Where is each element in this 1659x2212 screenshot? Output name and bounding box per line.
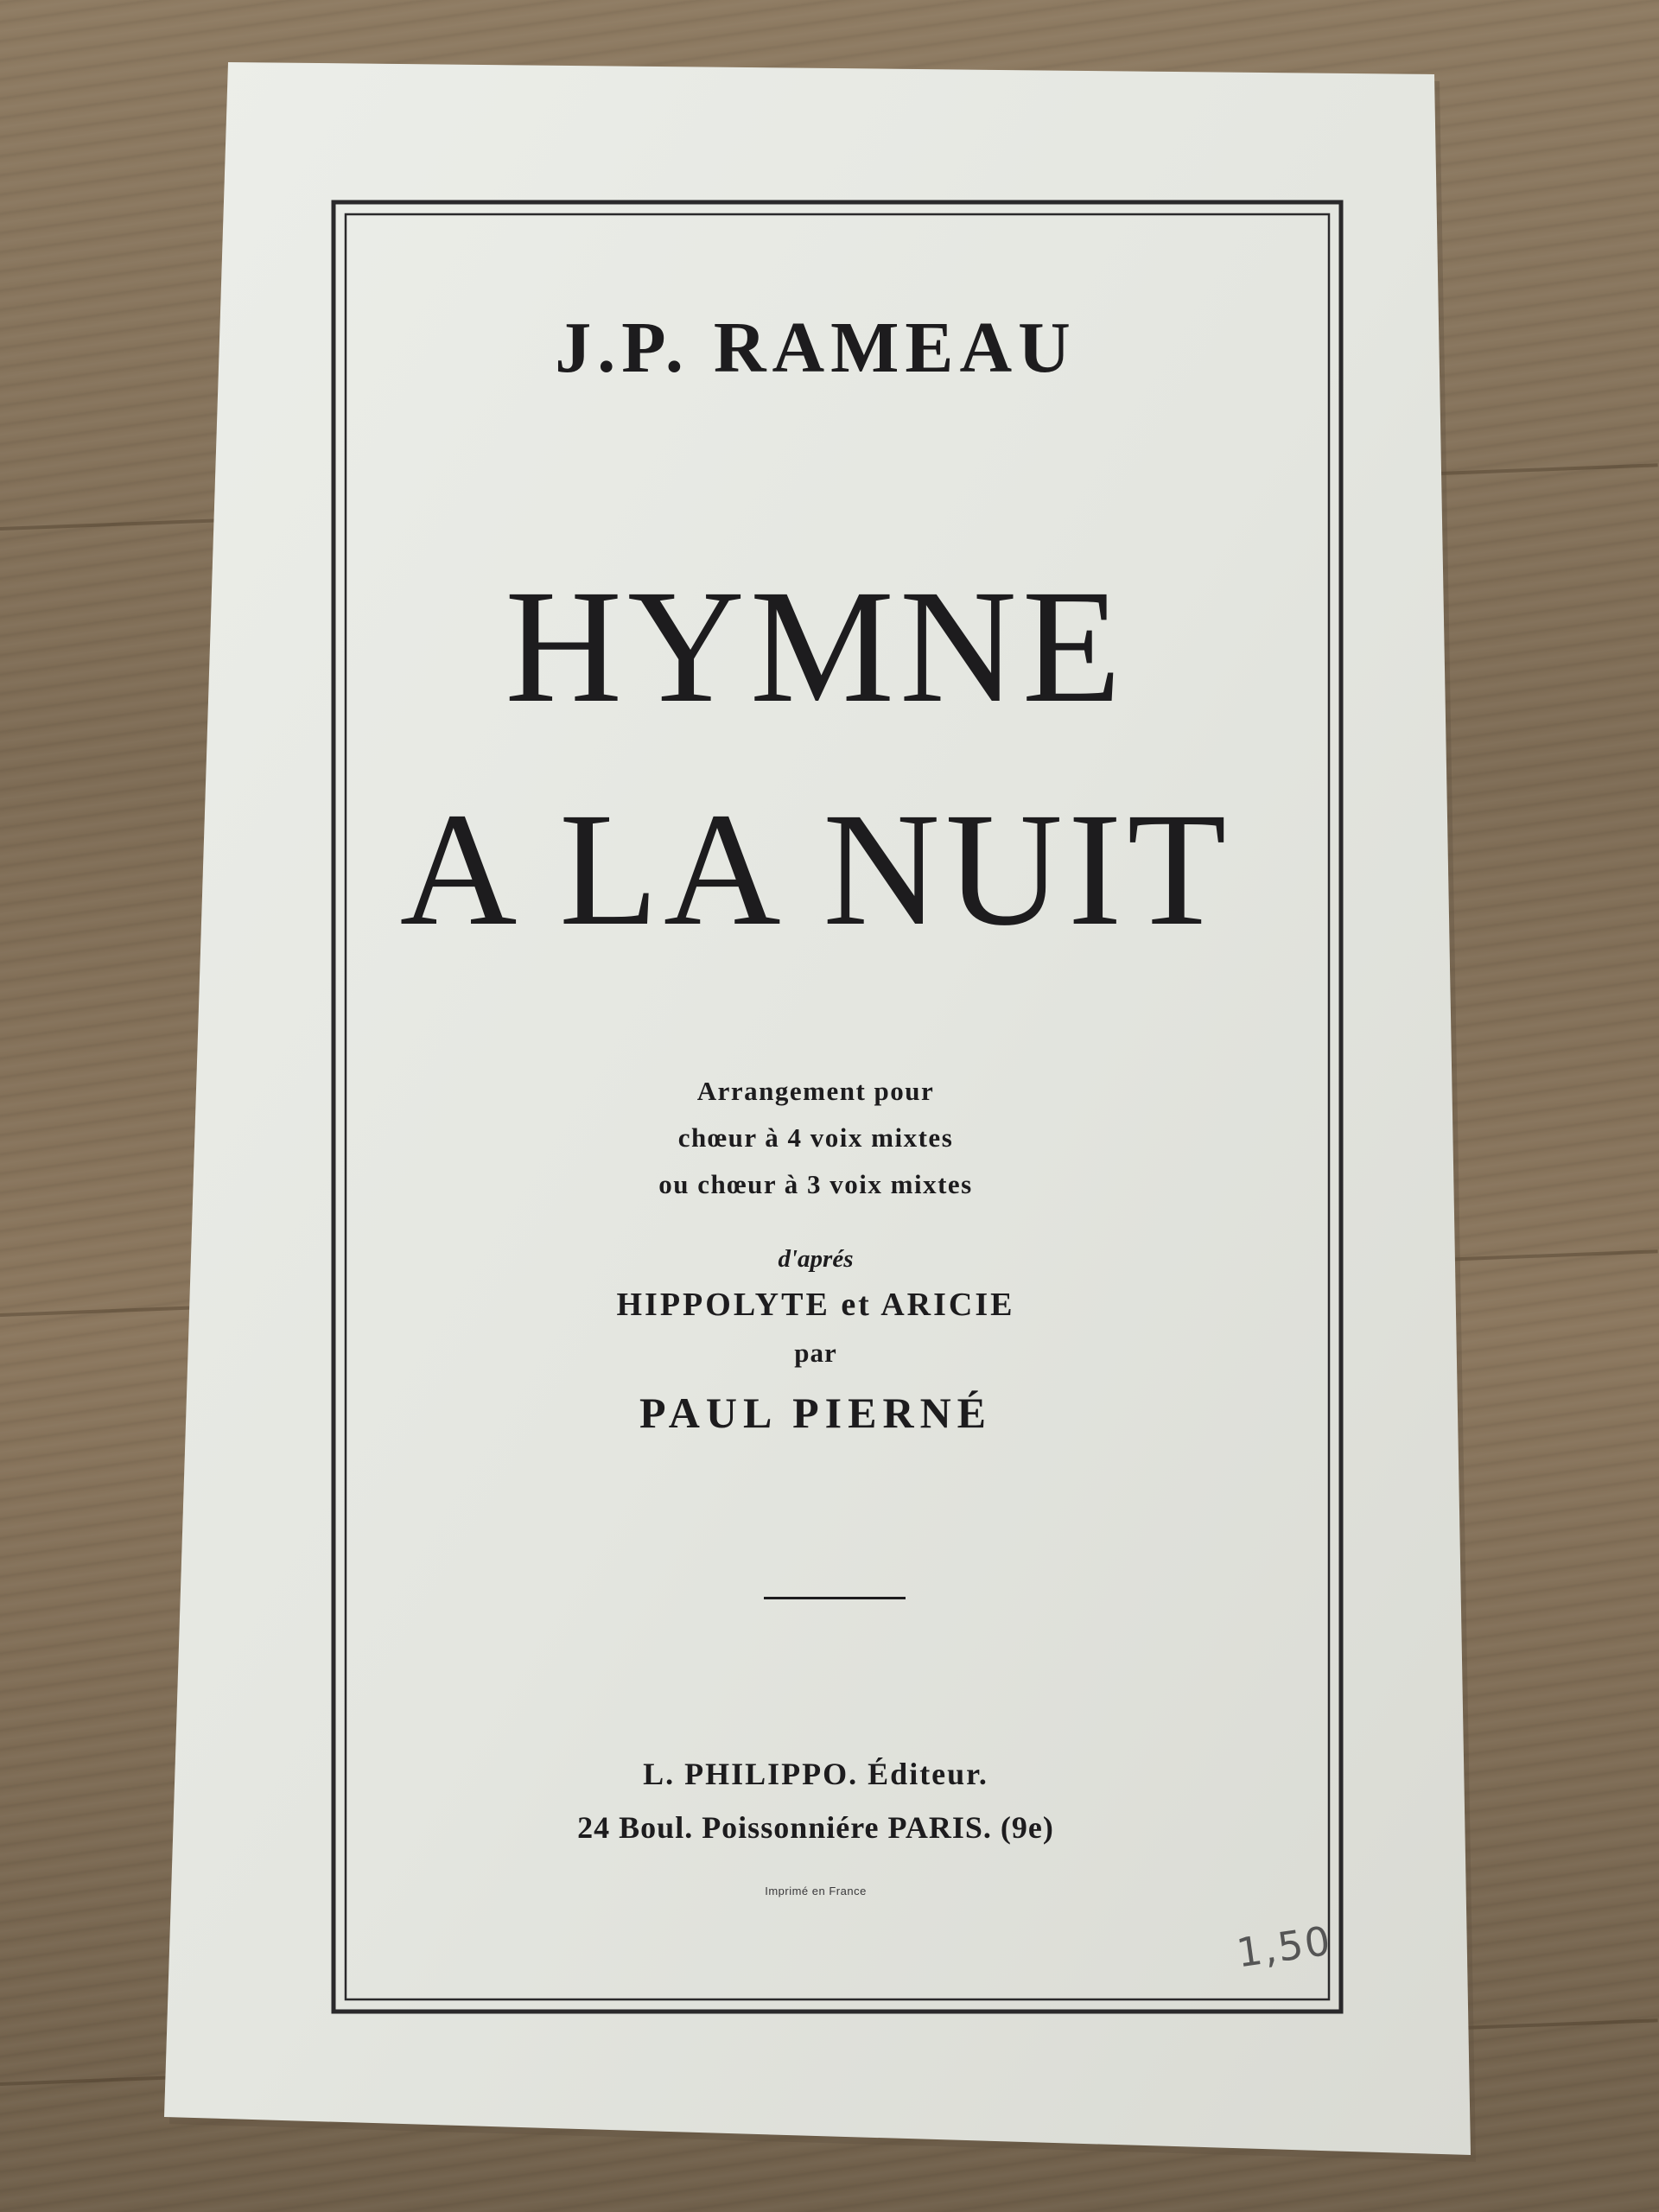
title-line-1: HYMNE (505, 556, 1127, 736)
arrangement-note (292, 1068, 1339, 1208)
imprint-note: Imprimé en France (765, 1885, 867, 1897)
arrangement-line: ou chœur à 3 voix mixtes (658, 1169, 973, 1199)
composer-name: J.P. RAMEAU (555, 308, 1077, 388)
title-line-2: A LA NUIT (399, 779, 1232, 959)
cover-text-block (292, 204, 1339, 2006)
by-label: par (794, 1338, 837, 1368)
handwritten-price: 1,50 (1233, 1916, 1335, 1977)
publisher-address: 24 Boul. Poissonniére PARIS. (9e) (577, 1810, 1054, 1845)
publisher-name: L. PHILIPPO. Éditeur. (643, 1757, 988, 1791)
arranger-name: PAUL PIERNÉ (639, 1389, 993, 1437)
after-label: d'aprés (778, 1245, 854, 1273)
arrangement-line: Arrangement pour (696, 1076, 935, 1106)
arrangement-line: chœur à 4 voix mixtes (677, 1122, 954, 1153)
decorative-rule (764, 1597, 906, 1599)
source-work-title: HIPPOLYTE et ARICIE (616, 1287, 1015, 1323)
